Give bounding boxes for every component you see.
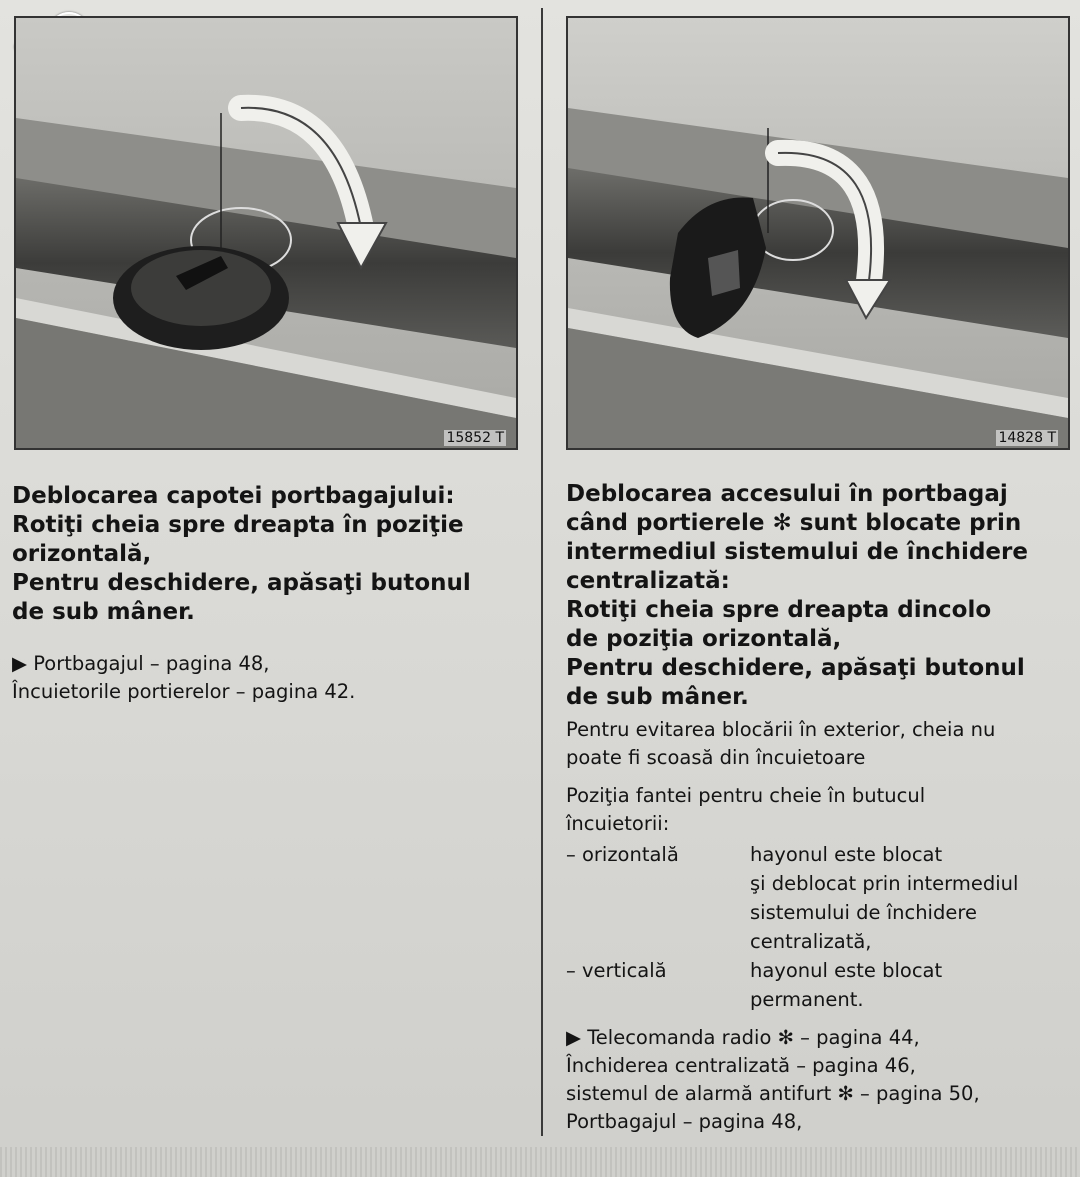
heading-line: centralizată: <box>566 568 730 594</box>
trunk-lock-illustration <box>16 18 516 448</box>
reference-line: sistemul de alarmă antifurt ✻ – pagina 50, <box>566 1082 980 1105</box>
heading-line: Deblocarea accesului în portbagaj <box>566 481 1008 507</box>
heading-line: orizontală, <box>12 541 152 567</box>
left-heading <box>12 482 471 627</box>
heading-line: Deblocarea capotei portbagajului: <box>12 483 455 509</box>
position-description: hayonul este blocat <box>750 959 943 982</box>
reference-line: Încuietorile portierelor – pagina 42. <box>12 680 356 703</box>
reference-line: Portbagajul – pagina 48, <box>566 1110 803 1133</box>
position-description: sistemului de închidere <box>750 901 977 924</box>
heading-line: când portierele ✻ sunt blocate prin <box>566 510 1022 536</box>
reference-line: Închiderea centralizată – pagina 46, <box>566 1054 916 1077</box>
left-references <box>12 650 355 706</box>
paragraph-line: Poziţia fantei pentru cheie în butucul <box>566 784 926 807</box>
heading-line: de sub mâner. <box>566 684 749 710</box>
paragraph-line: încuietorii: <box>566 812 670 835</box>
right-heading <box>566 480 1028 712</box>
paragraph-line: poate fi scoasă din încuietoare <box>566 746 866 769</box>
heading-line: Rotiţi cheia spre dreapta dincolo <box>566 597 992 623</box>
figure-trunk-access-key <box>566 16 1070 450</box>
paragraph-line: Pentru evitarea blocării în exterior, cheia nu <box>566 718 996 741</box>
right-references <box>566 1024 980 1136</box>
heading-line: de poziţia orizontală, <box>566 626 842 652</box>
reference-line: ▶ Telecomanda radio ✻ – pagina 44, <box>566 1026 920 1049</box>
reference-line: ▶ Portbagajul – pagina 48, <box>12 652 270 675</box>
heading-line: de sub mâner. <box>12 599 195 625</box>
figure-code: 14828 T <box>998 430 1056 446</box>
heading-line: intermediul sistemului de închidere <box>566 539 1028 565</box>
position-label: – verticală <box>566 959 667 982</box>
position-description: hayonul este blocat <box>750 843 943 866</box>
right-paragraph-1 <box>566 716 995 772</box>
position-label: – orizontală <box>566 843 679 866</box>
heading-line: Pentru deschidere, apăsaţi butonul <box>12 570 471 596</box>
position-description: permanent. <box>750 988 864 1011</box>
heading-line: Rotiţi cheia spre dreapta în poziţie <box>12 512 464 538</box>
position-description: şi deblocat prin intermediul <box>750 872 1019 895</box>
position-description: centralizată, <box>750 930 872 953</box>
right-paragraph-2 <box>566 782 925 838</box>
scan-noise-strip <box>0 1147 1080 1177</box>
figure-code: 15852 T <box>446 430 504 446</box>
figure-trunk-lid-key <box>14 16 518 450</box>
heading-line: Pentru deschidere, apăsaţi butonul <box>566 655 1025 681</box>
column-divider <box>541 8 543 1136</box>
trunk-key-illustration <box>568 18 1068 448</box>
